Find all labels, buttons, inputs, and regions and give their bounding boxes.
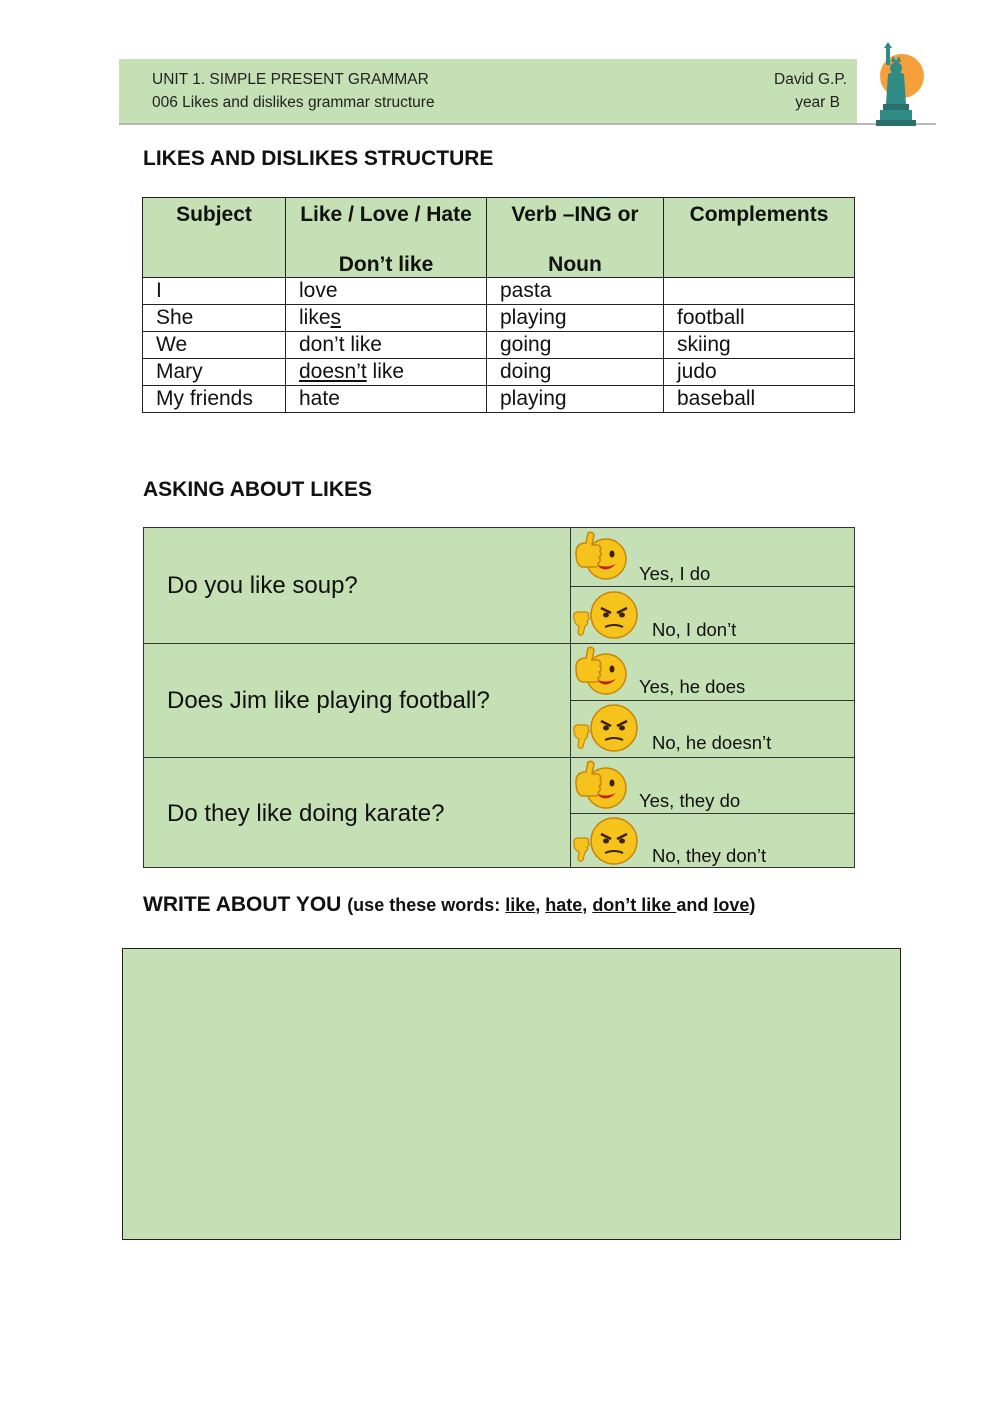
unit-title: UNIT 1. SIMPLE PRESENT GRAMMAR <box>152 71 429 88</box>
write-title: WRITE ABOUT YOU <box>143 893 342 916</box>
thumbs-down-emoji-icon <box>570 588 640 642</box>
question-text: Do they like doing karate? <box>167 800 445 827</box>
asking-table <box>143 527 855 868</box>
thumbs-down-emoji-icon <box>570 701 640 755</box>
word-love: love <box>713 895 750 915</box>
yes-answer: Yes, I do <box>639 563 711 584</box>
page-header <box>119 59 857 124</box>
yes-answer: Yes, he does <box>639 676 746 697</box>
table-row <box>143 359 855 386</box>
structure-table <box>142 197 855 413</box>
column-header-verb: Like / Love / Hate Don’t like <box>286 198 487 278</box>
cell-complement: skiing <box>664 332 855 359</box>
thumbs-down-emoji-icon <box>570 814 640 868</box>
cell-subject: She <box>143 305 286 332</box>
cell-ing: pasta <box>487 278 664 305</box>
yes-answer: Yes, they do <box>639 790 741 811</box>
cell-verb: likes <box>286 305 487 332</box>
year-label: year B <box>795 94 840 111</box>
underlined-auxiliary: doesn’t <box>299 360 367 383</box>
word-dont-like: don’t like <box>592 895 677 915</box>
table-row <box>143 305 855 332</box>
cell-verb: love <box>286 278 487 305</box>
cell-subject: My friends <box>143 386 286 413</box>
thumbs-up-emoji-icon <box>572 644 630 698</box>
table-header-row <box>143 198 855 278</box>
cell-verb: hate <box>286 386 487 413</box>
structure-title: LIKES AND DISLIKES STRUCTURE <box>143 147 494 170</box>
cell-complement <box>664 278 855 305</box>
word-hate: hate <box>545 895 583 915</box>
thumbs-up-emoji-icon <box>572 758 630 812</box>
column-header-ing: Verb –ING or Noun <box>487 198 664 278</box>
underlined-suffix: s <box>330 306 342 329</box>
table-row <box>143 386 855 413</box>
cell-ing: doing <box>487 359 664 386</box>
no-answer: No, he doesn’t <box>652 732 772 753</box>
table-row <box>143 278 855 305</box>
column-header-subject: Subject <box>143 198 286 278</box>
asking-title: ASKING ABOUT LIKES <box>143 478 373 501</box>
cell-subject: We <box>143 332 286 359</box>
cell-ing: playing <box>487 305 664 332</box>
statue-of-liberty-icon <box>864 38 928 128</box>
header-divider <box>119 123 936 125</box>
cell-verb: doesn’t like <box>286 359 487 386</box>
writing-area[interactable] <box>122 948 901 1240</box>
cell-subject: Mary <box>143 359 286 386</box>
question-row <box>144 528 854 643</box>
question-text: Do you like soup? <box>167 572 358 599</box>
no-answer: No, they don’t <box>652 845 767 866</box>
no-answer: No, I don’t <box>652 619 737 640</box>
lesson-title: 006 Likes and dislikes grammar structure <box>152 94 435 111</box>
column-header-complements: Complements <box>664 198 855 278</box>
cell-subject: I <box>143 278 286 305</box>
cell-ing: playing <box>487 386 664 413</box>
write-note: (use these words: like, hate, don’t like and love) <box>347 895 756 915</box>
cell-ing: going <box>487 332 664 359</box>
cell-complement: judo <box>664 359 855 386</box>
answer-divider <box>571 586 855 587</box>
cell-verb: don’t like <box>286 332 487 359</box>
question-text: Does Jim like playing football? <box>167 687 490 714</box>
cell-complement: football <box>664 305 855 332</box>
author: David G.P. <box>774 71 847 88</box>
thumbs-up-emoji-icon <box>572 529 630 583</box>
table-row <box>143 332 855 359</box>
cell-complement: baseball <box>664 386 855 413</box>
word-like: like <box>505 895 536 915</box>
write-title-line <box>143 893 755 917</box>
question-row <box>144 757 854 868</box>
question-row <box>144 643 854 757</box>
